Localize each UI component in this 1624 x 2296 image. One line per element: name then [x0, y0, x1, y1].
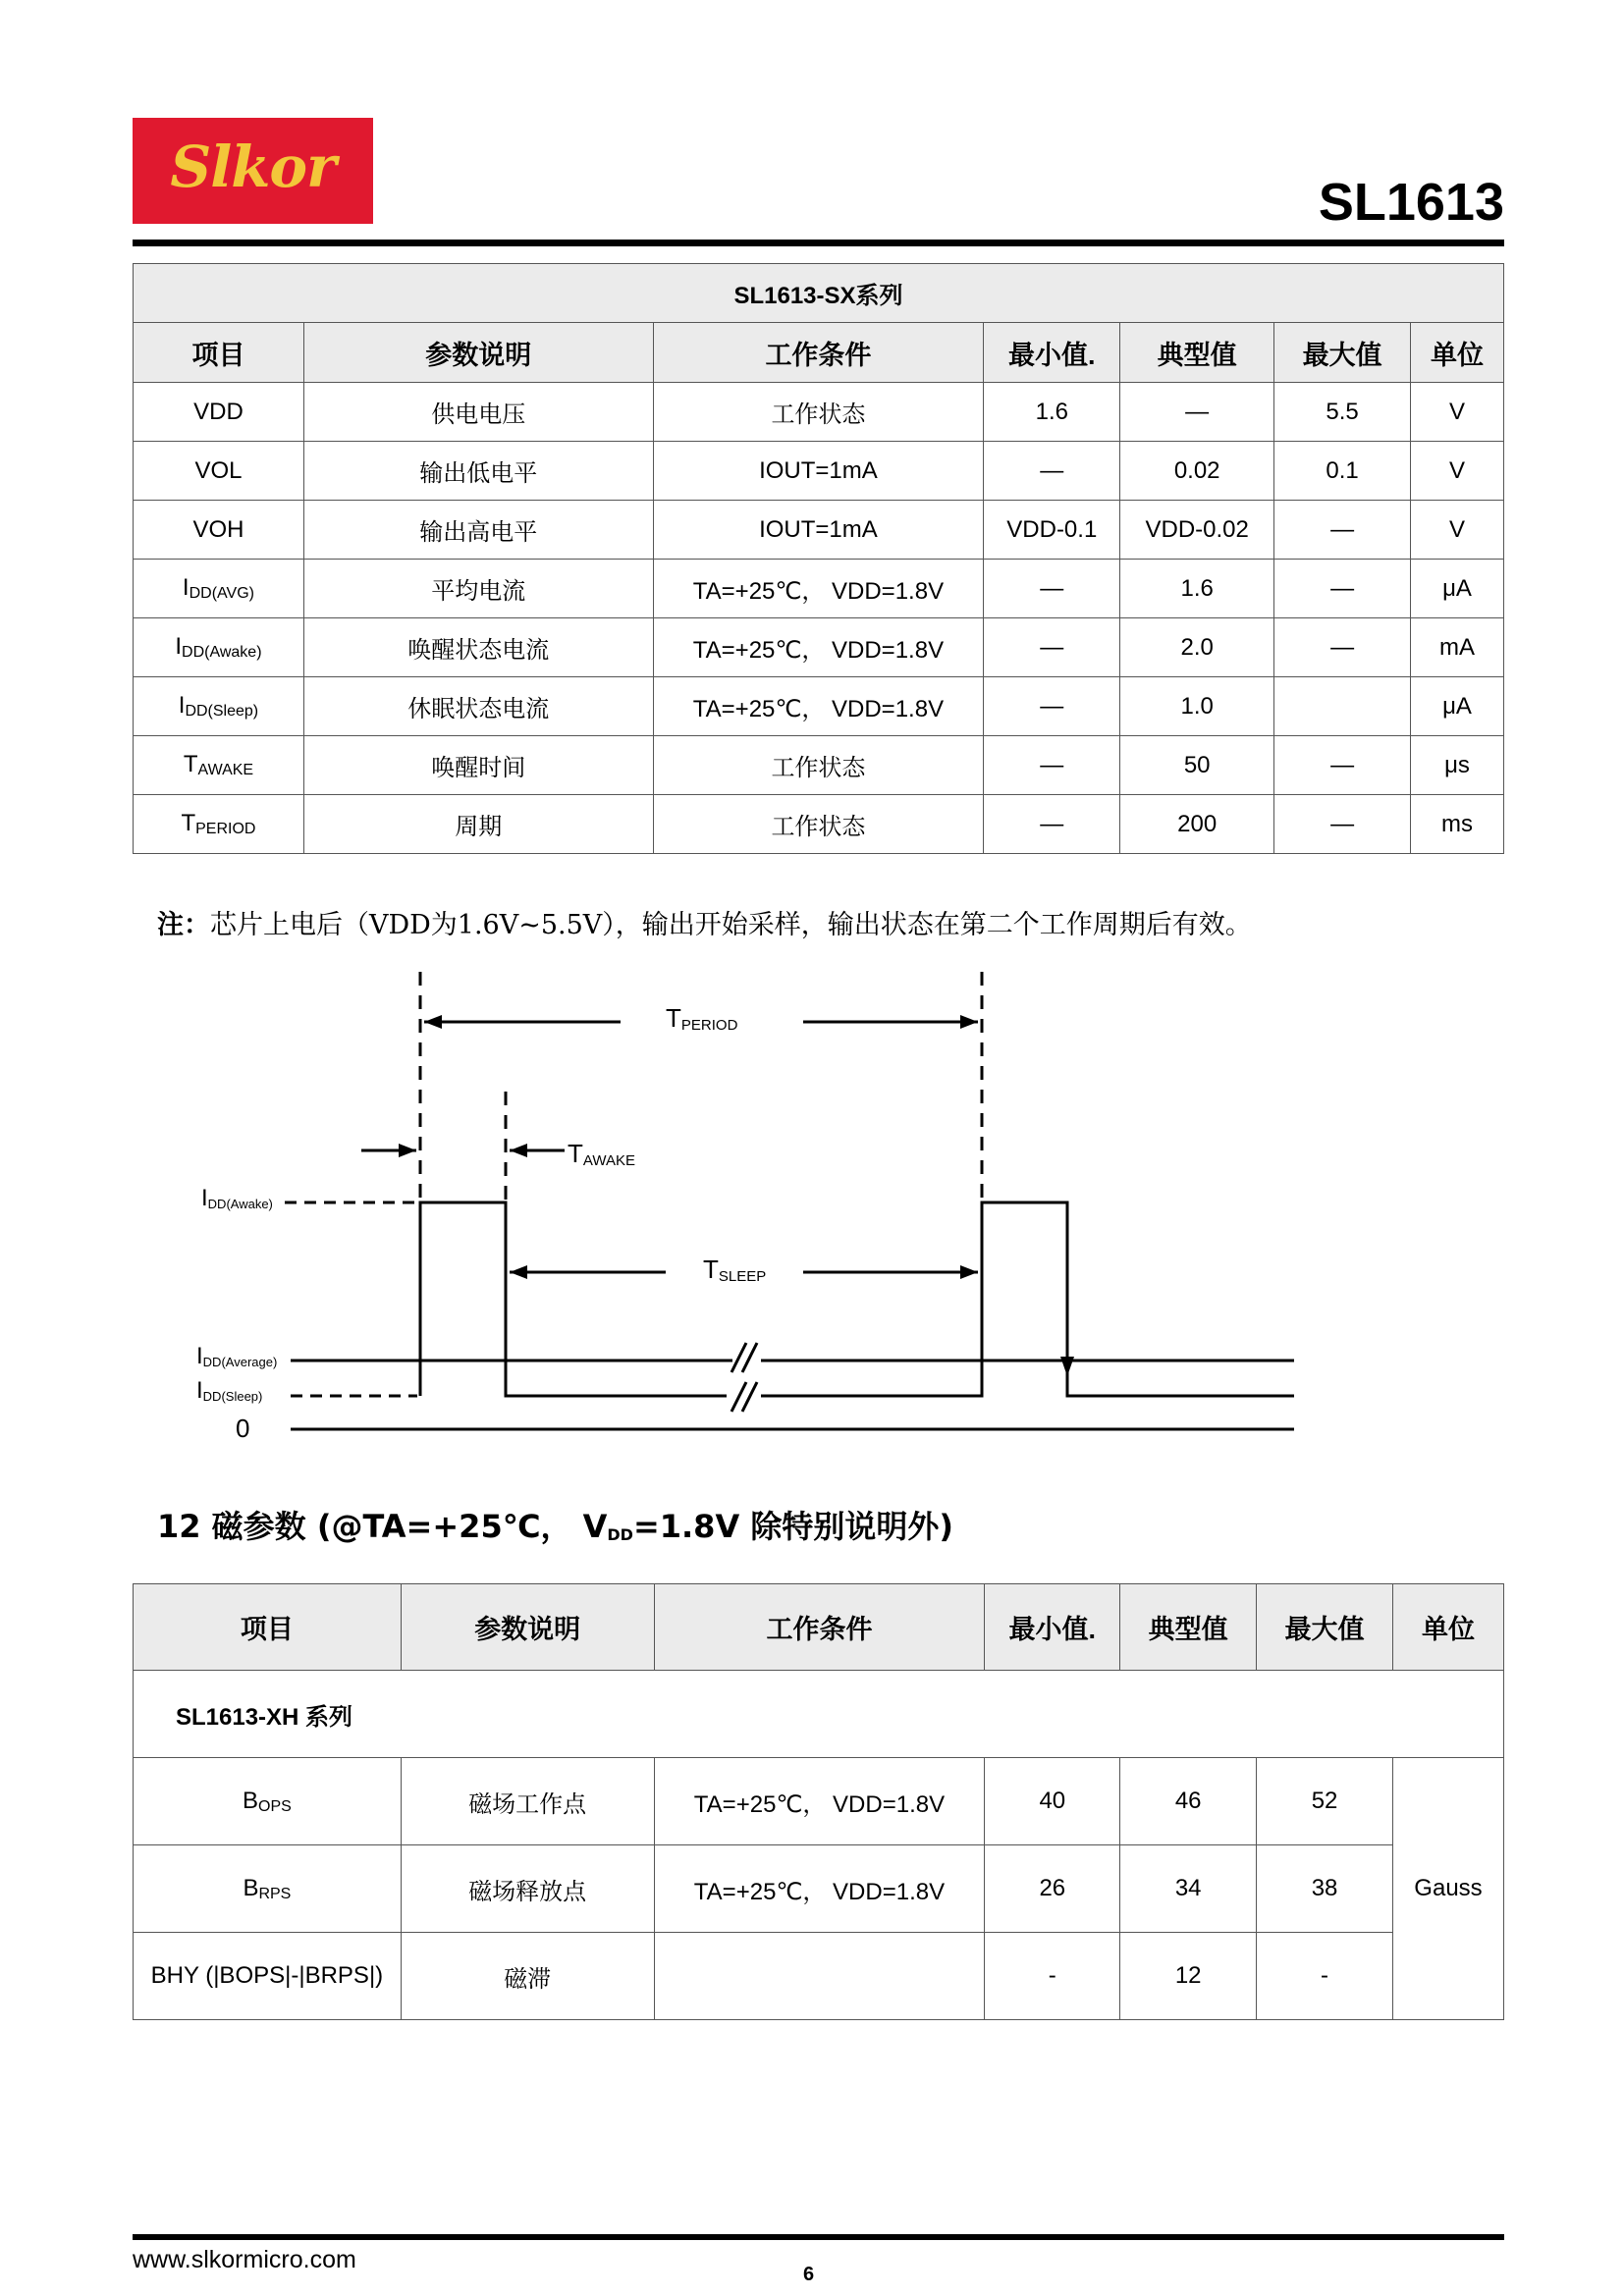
param-typ: 200	[1120, 795, 1274, 854]
t1-header-unit: 单位	[1411, 323, 1504, 383]
param-max: -	[1257, 1933, 1393, 2020]
param-typ: 50	[1120, 736, 1274, 795]
param-desc: 输出低电平	[303, 442, 653, 501]
param-max: —	[1274, 618, 1411, 677]
param-unit: V	[1411, 442, 1504, 501]
param-min: VDD-0.1	[984, 501, 1120, 560]
logo-text: Slkor	[170, 133, 336, 200]
param-typ: 12	[1120, 1933, 1257, 2020]
param-symbol-sub: AWAKE	[197, 762, 254, 778]
param-unit: μs	[1411, 736, 1504, 795]
param-min: —	[984, 795, 1120, 854]
param-symbol: VOL	[194, 456, 243, 484]
section-heading	[157, 1502, 953, 1547]
zero-label: 0	[236, 1414, 250, 1443]
param-unit: ms	[1411, 795, 1504, 854]
param-unit: μA	[1411, 677, 1504, 736]
param-desc: 磁场工作点	[401, 1758, 654, 1845]
param-min: —	[984, 736, 1120, 795]
param-unit: mA	[1411, 618, 1504, 677]
table-row	[134, 1845, 1504, 1933]
param-symbol: T	[183, 751, 198, 777]
param-typ: 46	[1120, 1758, 1257, 1845]
model-number: SL1613	[1318, 173, 1504, 232]
param-typ: 2.0	[1120, 618, 1274, 677]
param-max: 0.1	[1274, 442, 1411, 501]
param-min: 26	[985, 1845, 1120, 1933]
section-title-sub: DD	[607, 1525, 633, 1544]
param-max: —	[1274, 560, 1411, 618]
arrow-head-icon	[960, 1265, 978, 1279]
param-unit: Gauss	[1392, 1758, 1503, 2020]
param-cond: 工作状态	[653, 736, 984, 795]
t1-header-max: 最大值	[1274, 323, 1411, 383]
magnetic-spec-table	[133, 1583, 1504, 2020]
t2-header-unit: 单位	[1392, 1584, 1503, 1671]
param-desc: 供电电压	[303, 383, 653, 442]
param-symbol-sub: DD(Awake)	[182, 644, 262, 661]
param-min: —	[984, 677, 1120, 736]
param-cond: 工作状态	[653, 383, 984, 442]
param-symbol-sub: DD(AVG)	[189, 585, 254, 602]
t1-header-min: 最小值.	[984, 323, 1120, 383]
t2-header-typ: 典型值	[1120, 1584, 1257, 1671]
note-text: 芯片上电后（VDD为1.6V~5.5V），输出开始采样，输出状态在第二个工作周期后有效。	[210, 910, 1252, 940]
param-cond	[654, 1933, 985, 2020]
param-desc: 磁滞	[401, 1933, 654, 2020]
t1-header-cond: 工作条件	[653, 323, 984, 383]
arrow-head-icon	[424, 1015, 442, 1029]
current-waveform-2	[761, 1202, 1294, 1396]
param-symbol: I	[175, 633, 183, 660]
param-typ: 1.6	[1120, 560, 1274, 618]
param-desc: 休眠状态电流	[303, 677, 653, 736]
footer-rule	[133, 2234, 1504, 2240]
table-row	[134, 1933, 1504, 2020]
param-symbol-sub: RPS	[258, 1885, 292, 1902]
param-unit: μA	[1411, 560, 1504, 618]
param-desc: 平均电流	[303, 560, 653, 618]
param-cond: TA=+25℃， VDD=1.8V	[653, 677, 984, 736]
note-label: 注：	[157, 910, 210, 940]
param-min: —	[984, 560, 1120, 618]
section-title-tail: =1.8V 除特别说明外)	[632, 1508, 953, 1545]
param-symbol: VOH	[192, 515, 244, 543]
param-min: 1.6	[984, 383, 1120, 442]
param-symbol: T	[181, 810, 196, 836]
param-max: 38	[1257, 1845, 1393, 1933]
t1-header-typ: 典型值	[1120, 323, 1274, 383]
param-symbol: B	[243, 1874, 259, 1901]
param-unit: V	[1411, 383, 1504, 442]
param-unit: V	[1411, 501, 1504, 560]
arrow-head-icon	[1060, 1357, 1074, 1376]
series-title: SL1613-XH 系列	[134, 1671, 1504, 1758]
param-desc: 磁场释放点	[401, 1845, 654, 1933]
param-symbol: I	[182, 574, 189, 601]
param-desc: 周期	[303, 795, 653, 854]
param-cond: IOUT=1mA	[653, 501, 984, 560]
param-cond: TA=+25℃， VDD=1.8V	[653, 618, 984, 677]
tsleep-label: TSLEEP	[703, 1255, 767, 1285]
param-min: —	[984, 442, 1120, 501]
param-max: —	[1274, 795, 1411, 854]
param-symbol-sub: PERIOD	[195, 821, 256, 837]
param-symbol: BHY (|BOPS|-|BRPS|)	[150, 1962, 384, 1989]
param-max: —	[1274, 736, 1411, 795]
param-typ: 1.0	[1120, 677, 1274, 736]
param-cond: TA=+25℃， VDD=1.8V	[654, 1845, 985, 1933]
page-number: 6	[803, 2264, 815, 2285]
website-link[interactable]: www.slkormicro.com	[133, 2246, 356, 2273]
param-desc: 输出高电平	[303, 501, 653, 560]
param-desc: 唤醒时间	[303, 736, 653, 795]
param-symbol: B	[243, 1787, 259, 1814]
table1-section-title: SL1613-SX系列	[134, 264, 1504, 323]
param-typ: —	[1120, 383, 1274, 442]
param-max: —	[1274, 501, 1411, 560]
idd-average-label: IDD(Average)	[196, 1343, 278, 1369]
t2-header-cond: 工作条件	[654, 1584, 985, 1671]
param-typ: 34	[1120, 1845, 1257, 1933]
param-cond: 工作状态	[653, 795, 984, 854]
current-waveform-1	[420, 1202, 727, 1396]
idd-sleep-label: IDD(Sleep)	[196, 1377, 263, 1404]
param-min: 40	[985, 1758, 1120, 1845]
param-typ: VDD-0.02	[1120, 501, 1274, 560]
t1-header-item: 项目	[134, 323, 304, 383]
table-row	[134, 1758, 1504, 1845]
t2-header-desc: 参数说明	[401, 1584, 654, 1671]
section-title: 12 磁参数 (@TA=+25℃， V	[157, 1508, 608, 1545]
param-symbol-sub: DD(Sleep)	[185, 703, 259, 720]
tperiod-label: TPERIOD	[666, 1003, 738, 1034]
param-desc: 唤醒状态电流	[303, 618, 653, 677]
tawake-label: TAWAKE	[568, 1139, 635, 1169]
param-typ: 0.02	[1120, 442, 1274, 501]
param-min: -	[985, 1933, 1120, 2020]
param-max: 52	[1257, 1758, 1393, 1845]
t2-header-item: 项目	[134, 1584, 402, 1671]
t2-header-max: 最大值	[1257, 1584, 1393, 1671]
param-symbol: I	[178, 692, 186, 719]
arrow-head-icon	[510, 1144, 527, 1157]
arrow-head-icon	[960, 1015, 978, 1029]
param-cond: IOUT=1mA	[653, 442, 984, 501]
param-max: 5.5	[1274, 383, 1411, 442]
arrow-head-icon	[399, 1144, 416, 1157]
t1-header-desc: 参数说明	[303, 323, 653, 383]
param-symbol-sub: OPS	[258, 1797, 292, 1815]
param-symbol: VDD	[193, 398, 244, 425]
t2-header-min: 最小值.	[985, 1584, 1120, 1671]
idd-awake-label: IDD(Awake)	[201, 1185, 273, 1211]
arrow-head-icon	[510, 1265, 527, 1279]
param-cond: TA=+25℃， VDD=1.8V	[653, 560, 984, 618]
param-min: —	[984, 618, 1120, 677]
param-cond: TA=+25℃， VDD=1.8V	[654, 1758, 985, 1845]
